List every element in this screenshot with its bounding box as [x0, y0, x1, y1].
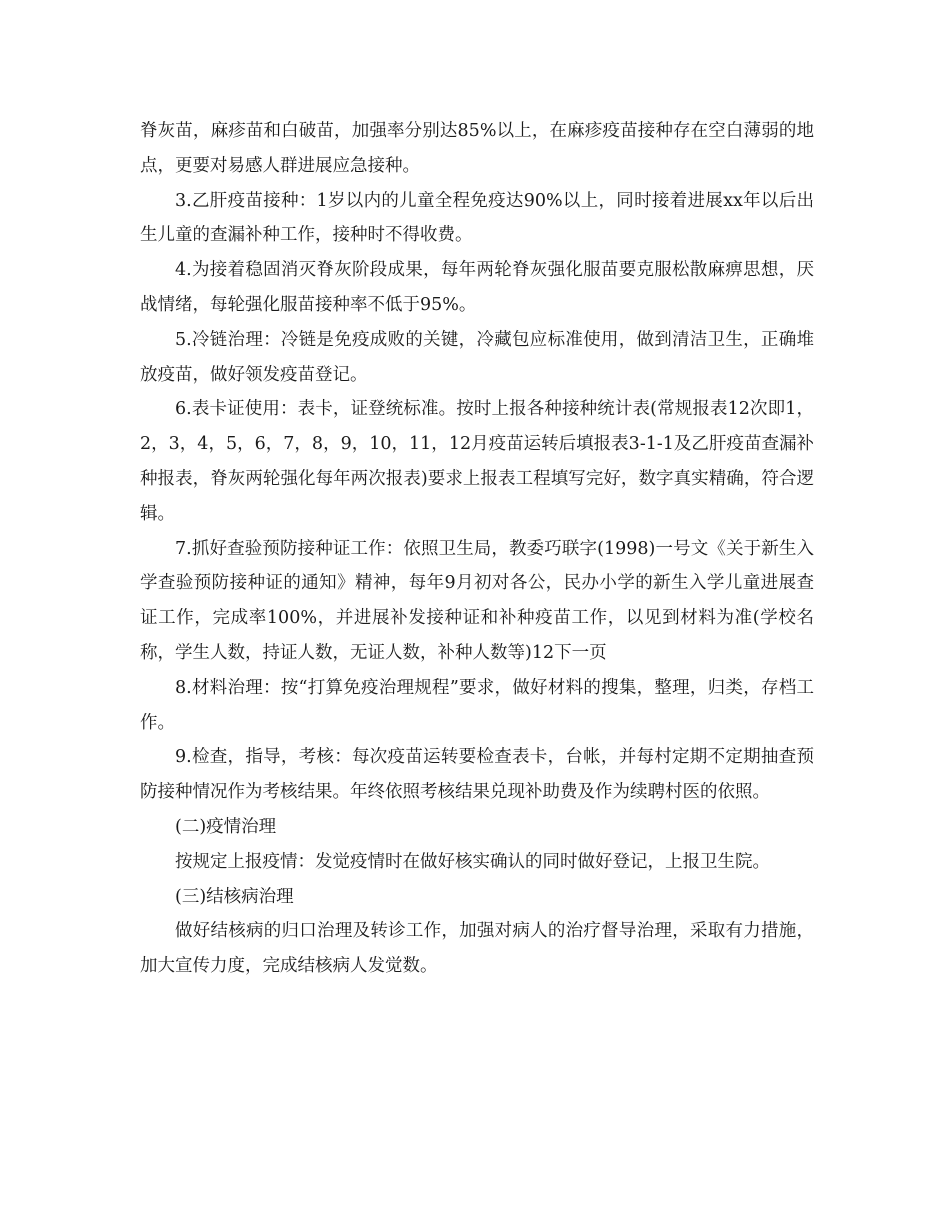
paragraph-polio-reinforcement: 4.为接着稳固消灭脊灰阶段成果，每年两轮脊灰强化服苗要克服松散麻痹思想，厌战情绪，每轮强化服苗接种率不低于95%。 — [140, 260, 814, 315]
paragraph-continuation: 脊灰苗，麻疹苗和白破苗，加强率分别达85%以上，在麻疹疫苗接种存在空白薄弱的地点，更要对易感人群进展应急接种。 — [140, 121, 814, 176]
document-body — [140, 114, 814, 984]
paragraph-cold-chain: 5.冷链治理：冷链是免疫成败的关键，冷藏包应标准使用，做到清洁卫生，正确堆放疫苗，做好领发疫苗登记。 — [140, 329, 814, 385]
paragraph-epidemic-reporting: 按规定上报疫情：发觉疫情时在做好核实确认的同时做好登记，上报卫生院。 — [175, 851, 770, 872]
paragraph-hepatitis-b-vaccination: 3.乙肝疫苗接种：1岁以内的儿童全程免疫达90%以上，同时接着进展xx年以后出生儿童的查漏补种工作，接种时不得收费。 — [140, 190, 814, 246]
paragraph-materials-management: 8.材料治理：按“打算免疫治理规程”要求，做好材料的搜集，整理，归类，存档工作。 — [140, 677, 814, 733]
paragraph-inspection-assessment: 9.检查，指导，考核：每次疫苗运转要检查表卡，台帐，并每村定期不定期抽查预防接种情况作为考核结果。年终依照考核结果兑现补助费及作为续聘村医的依照。 — [140, 747, 814, 803]
section-heading-epidemic: (二)疫情治理 — [175, 816, 277, 837]
paragraph-forms-and-cards: 6.表卡证使用：表卡，证登统标准。按时上报各种接种统计表(常规报表12次即1，2，3，4，5，6，7，8，9，10，11，12月疫苗运转后填报表3-1-1及乙肝疫苗查漏补种报表，脊灰两轮强化每年两次报表)要求上报表工程填写完好，数字真实精确，符合逻辑。 — [140, 399, 814, 524]
paragraph-tuberculosis-management: 做好结核病的归口治理及转诊工作，加强对病人的治疗督导治理，采取有力措施，加大宣传力度，完成结核病人发觉数。 — [140, 921, 814, 977]
section-heading-tuberculosis: (三)结核病治理 — [175, 886, 294, 907]
paragraph-vaccination-certificate-check: 7.抓好查验预防接种证工作：依照卫生局，教委巧联字(1998)一号文《关于新生入学查验预防接种证的通知》精神，每年9月初对各公，民办小学的新生入学儿童进展查证工作，完成率100%，并进展补发接种证和补种疫苗工作，以见到材料为准(学校名称，学生人数，持证人数，无证人数，补种人数等)12下一页 — [140, 538, 814, 663]
